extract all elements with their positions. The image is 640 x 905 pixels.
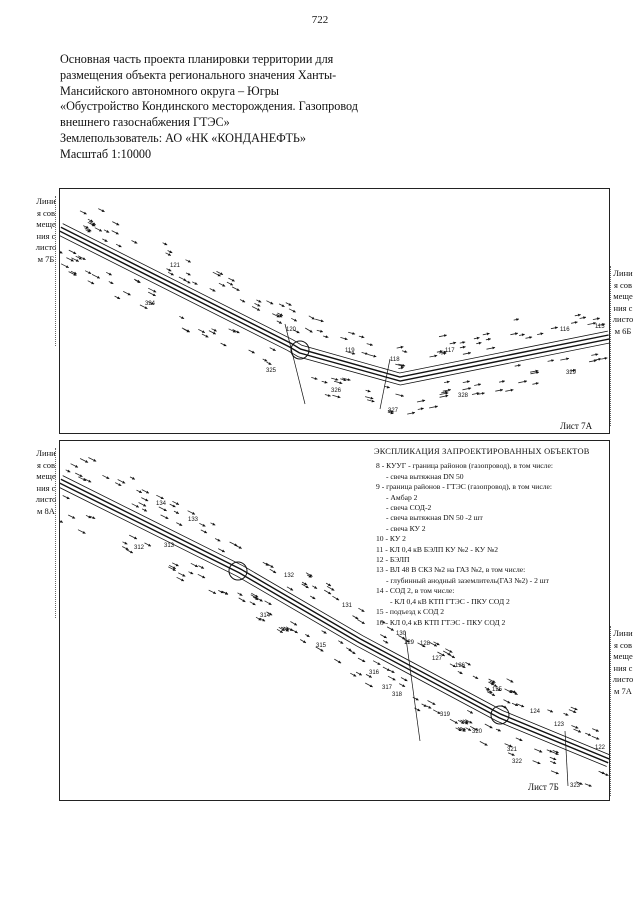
point-label: 134 (156, 501, 167, 507)
hatch-arrowhead (478, 383, 481, 386)
legend-item: - глубинный анодный заземлитель(ГАЗ №2) - 2 шт (386, 575, 549, 585)
point-label: 127 (432, 656, 443, 662)
hatch-arrowhead (583, 316, 586, 319)
legend-item: - свеча вытяжная DN 50 (386, 471, 464, 481)
point-label: 119 (345, 348, 355, 354)
point-label: 121 (170, 263, 181, 269)
point-label: 117 (445, 348, 455, 354)
hatch-arrowhead (468, 387, 471, 390)
hatch-arrowhead (511, 389, 514, 392)
hatch-arrowhead (555, 326, 558, 329)
legend-item: - свеча КУ 2 (386, 523, 426, 533)
point-label: 329 (566, 370, 577, 376)
point-label: 320 (472, 729, 483, 735)
header-line: Землепользователь: АО «НК «КОНДАНЕФТЬ» (60, 130, 307, 145)
match-line (55, 196, 58, 346)
side-label-sheet-b-right: Линия совмещения с листом 7А (612, 628, 634, 696)
hatch-arrowhead (401, 367, 404, 370)
hatch-arrowhead (479, 342, 482, 345)
map-drawing (60, 189, 609, 433)
map-sheet-7a (59, 188, 610, 434)
point-label: 130 (396, 631, 407, 637)
hatch-arrowhead (551, 359, 554, 362)
leader-line (405, 631, 420, 741)
match-line (55, 448, 58, 618)
hatch-arrowhead (467, 380, 470, 383)
hatch-arrowhead (463, 346, 466, 349)
hatch-arrowhead (598, 358, 601, 361)
hatch-arrowhead (412, 412, 415, 415)
point-label: 133 (188, 517, 199, 523)
point-label: 316 (369, 670, 380, 676)
hatch-arrowhead (444, 334, 447, 337)
legend-item: 10 - КУ 2 (376, 534, 406, 544)
legend-item: 13 - ВЛ 48 В СКЗ №2 на ГАЗ №2, в том числе: (376, 565, 526, 575)
header-line: Мансийского автономного округа – Югры (60, 83, 279, 98)
hatch-arrowhead (492, 347, 495, 350)
point-label: 122 (595, 745, 606, 751)
legend-item: 12 - БЭЛП (376, 555, 410, 565)
header-line: размещения объекта регионального значения Ханты- (60, 67, 337, 82)
hatch-arrowhead (422, 399, 425, 402)
legend-item: 8 - КУУГ - граница районов (газопровод), в том числе: (376, 461, 553, 471)
hatch-arrowhead (605, 357, 608, 360)
point-label: 324 (145, 301, 156, 307)
legend-item: 15 - подъезд к СОД 2 (376, 607, 445, 617)
hatch-arrowhead (518, 364, 521, 367)
map-sheet-7b (59, 440, 610, 801)
point-label: 123 (554, 722, 565, 728)
legend-item: - Амбар 2 (386, 492, 418, 502)
match-line (610, 266, 613, 426)
hatch-arrowhead (540, 332, 543, 335)
point-label: 131 (342, 603, 353, 609)
hatch-arrowhead (575, 321, 578, 324)
hatch-arrowhead (60, 251, 63, 254)
point-label: 315 (316, 643, 327, 649)
match-line (610, 626, 613, 796)
hatch-arrowhead (487, 333, 490, 336)
hatch-arrowhead (445, 395, 448, 398)
hatch-arrowhead (482, 392, 485, 395)
leader-line (565, 731, 568, 786)
point-label: 318 (392, 692, 403, 698)
point-label: 314 (260, 613, 271, 619)
header-line: внешнего газоснабжения ГТЭС» (60, 115, 230, 130)
hatch-arrowhead (524, 380, 527, 383)
point-label: 118 (390, 357, 400, 363)
legend-item: 16 - КЛ 0,4 кВ КТП ГТЭС - ПКУ СОД 2 (376, 617, 506, 627)
hatch-arrowhead (421, 407, 424, 410)
point-label: 323 (570, 783, 581, 789)
header-line: «Обустройство Кондинского месторождения. Газопровод (60, 99, 358, 114)
legend-item: - свеча СОД-2 (386, 503, 432, 513)
hatch-arrowhead (328, 394, 331, 397)
point-label: 312 (134, 545, 145, 551)
legend-item: 11 - КЛ 0,4 кВ БЭЛП КУ №2 - КУ №2 (376, 544, 499, 554)
side-label-sheet-a-right: Линия совмещения с листом 6Б (612, 268, 634, 336)
side-label-sheet-a-left: Линия совмещения с листом 7Б (35, 196, 57, 264)
document-header (60, 52, 390, 163)
hatch-arrowhead (529, 336, 532, 339)
point-label: 313 (164, 543, 175, 549)
hatch-arrowhead (597, 317, 600, 320)
legend-item: 9 - граница районов - ГТЭС (газопровод), в том числе: (376, 482, 552, 492)
point-label: 326 (331, 388, 342, 394)
point-label: 319 (440, 712, 451, 718)
point-label: 322 (512, 759, 523, 765)
hatch-arrowhead (502, 380, 505, 383)
legend-item: - свеча вытяжная DN 50 -2 шт (386, 513, 483, 523)
hatch-arrowhead (578, 314, 581, 317)
point-label: 129 (404, 640, 415, 646)
hatch-arrowhead (453, 342, 456, 345)
point-label: 126 (455, 663, 466, 669)
hatch-arrowhead (515, 332, 518, 335)
leader-line (380, 359, 390, 409)
side-label-sheet-b-left: Линия совмещения с листом 8А (35, 448, 57, 516)
hatch-arrowhead (434, 355, 437, 358)
leader-line (285, 324, 305, 404)
hatch-arrowhead (468, 352, 471, 355)
hatch-arrowhead (516, 318, 519, 321)
hatch-arrowhead (595, 353, 598, 356)
point-label: 120 (286, 327, 297, 333)
point-label: 317 (382, 685, 393, 691)
point-label: 321 (507, 747, 518, 753)
point-label: 124 (530, 709, 541, 715)
point-label: 125 (492, 687, 503, 693)
point-label: 327 (388, 408, 399, 414)
hatch-arrowhead (522, 333, 525, 336)
hatch-arrowhead (477, 337, 480, 340)
hatch-arrowhead (447, 381, 450, 384)
hatch-arrowhead (500, 389, 503, 392)
sheet-label: Лист 7Б (528, 782, 559, 792)
hatch-arrowhead (536, 382, 539, 385)
hatch-arrowhead (401, 346, 404, 349)
legend-item: - КЛ 0,4 кВ КТП ГТЭС - ПКУ СОД 2 (390, 596, 510, 606)
hatch-arrowhead (488, 338, 491, 341)
hatch-arrowhead (435, 405, 438, 408)
pipeline-line (63, 224, 608, 373)
page-number: 722 (311, 14, 329, 26)
legend-title: ЭКСПЛИКАЦИЯ ЗАПРОЕКТИРОВАННЫХ ОБЪЕКТОВ (374, 447, 590, 456)
point-label: 132 (284, 573, 295, 579)
hatch-arrowhead (448, 389, 451, 392)
header-line: Основная часть проекта планировки территории для (60, 52, 334, 66)
point-label: 115 (595, 324, 605, 330)
point-label: 116 (560, 327, 570, 333)
sheet-label: Лист 7А (560, 421, 593, 431)
legend-item: 14 - СОД 2, в том числе: (376, 586, 455, 596)
point-label: 128 (420, 641, 431, 647)
header-line: Масштаб 1:10000 (60, 146, 152, 161)
hatch-arrowhead (566, 358, 569, 361)
hatch-arrowhead (462, 341, 465, 344)
point-label: 328 (458, 393, 469, 399)
point-label: 325 (266, 368, 277, 374)
legend (374, 447, 604, 628)
